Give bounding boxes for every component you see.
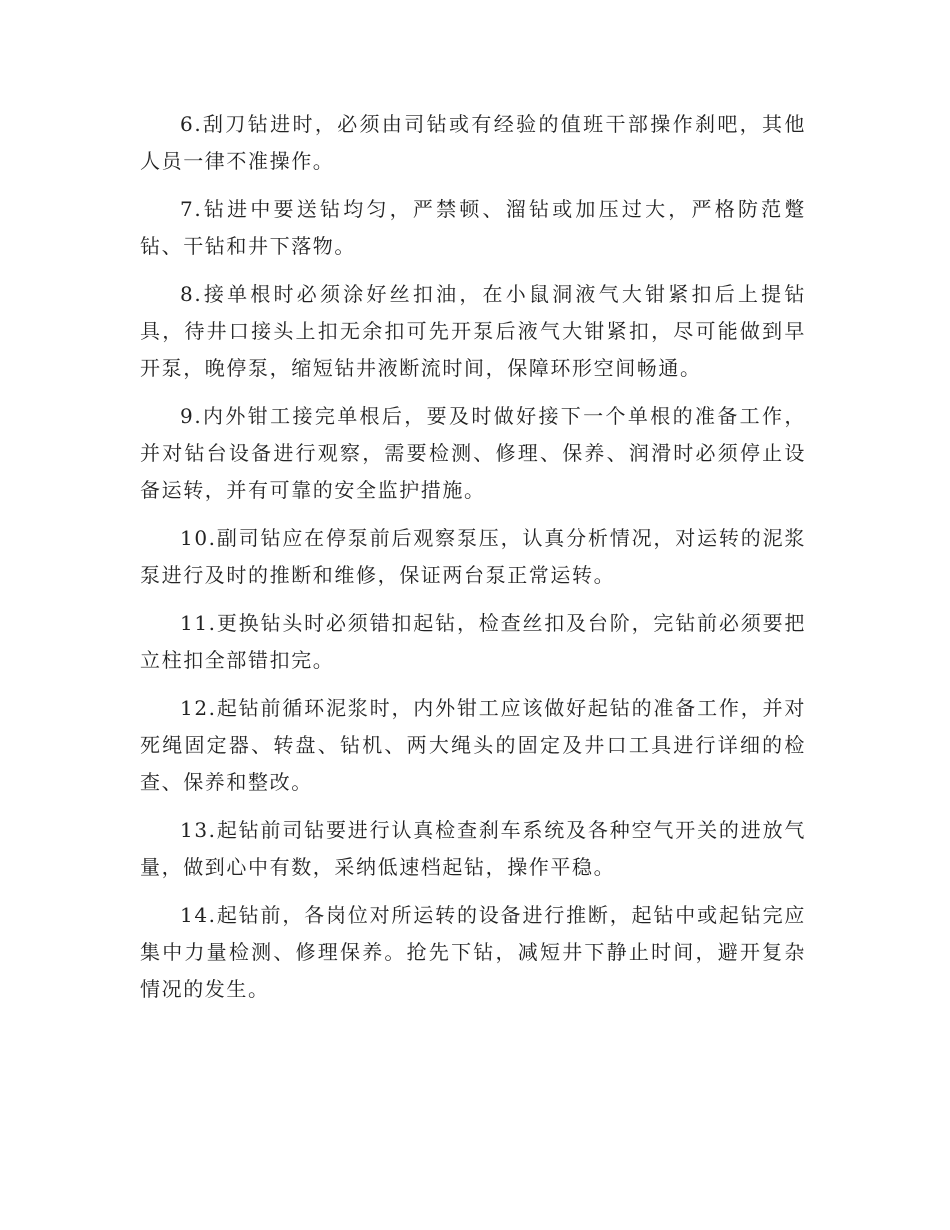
paragraph-10: 10.副司钻应在停泵前后观察泵压，认真分析情况，对运转的泥浆泵进行及时的推断和维修，保证两台泵正常运转。 <box>140 526 806 587</box>
paragraph-11: 11.更换钻头时必须错扣起钻，检查丝扣及台阶，完钻前必须要把立柱扣全部错扣完。 <box>140 611 806 672</box>
paragraph-9: 9.内外钳工接完单根后，要及时做好接下一个单根的准备工作，并对钻台设备进行观察，需要检测、修理、保养、润滑时必须停止设备运转，并有可靠的安全监护措施。 <box>140 404 806 502</box>
paragraph-13: 13.起钻前司钻要进行认真检查刹车系统及各种空气开关的进放气量，做到心中有数，采纳低速档起钻，操作平稳。 <box>140 818 806 879</box>
paragraph-14: 14.起钻前，各岗位对所运转的设备进行推断，起钻中或起钻完应集中力量检测、修理保养。抢先下钻，减短井下静止时间，避开复杂情况的发生。 <box>140 903 806 1001</box>
paragraph-8: 8.接单根时必须涂好丝扣油，在小鼠洞液气大钳紧扣后上提钻具，待井口接头上扣无余扣可先开泵后液气大钳紧扣，尽可能做到早开泵，晚停泵，缩短钻井液断流时间，保障环形空间畅通。 <box>140 282 806 380</box>
paragraph-6: 6.刮刀钻进时，必须由司钻或有经验的值班干部操作刹吧，其他人员一律不准操作。 <box>140 112 806 173</box>
document-body <box>140 106 806 1019</box>
paragraph-7: 7.钻进中要送钻均匀，严禁顿、溜钻或加压过大，严格防范蹩钻、干钻和井下落物。 <box>140 197 806 258</box>
paragraph-12: 12.起钻前循环泥浆时，内外钳工应该做好起钻的准备工作，并对死绳固定器、转盘、钻机、两大绳头的固定及井口工具进行详细的检查、保养和整改。 <box>140 696 806 794</box>
